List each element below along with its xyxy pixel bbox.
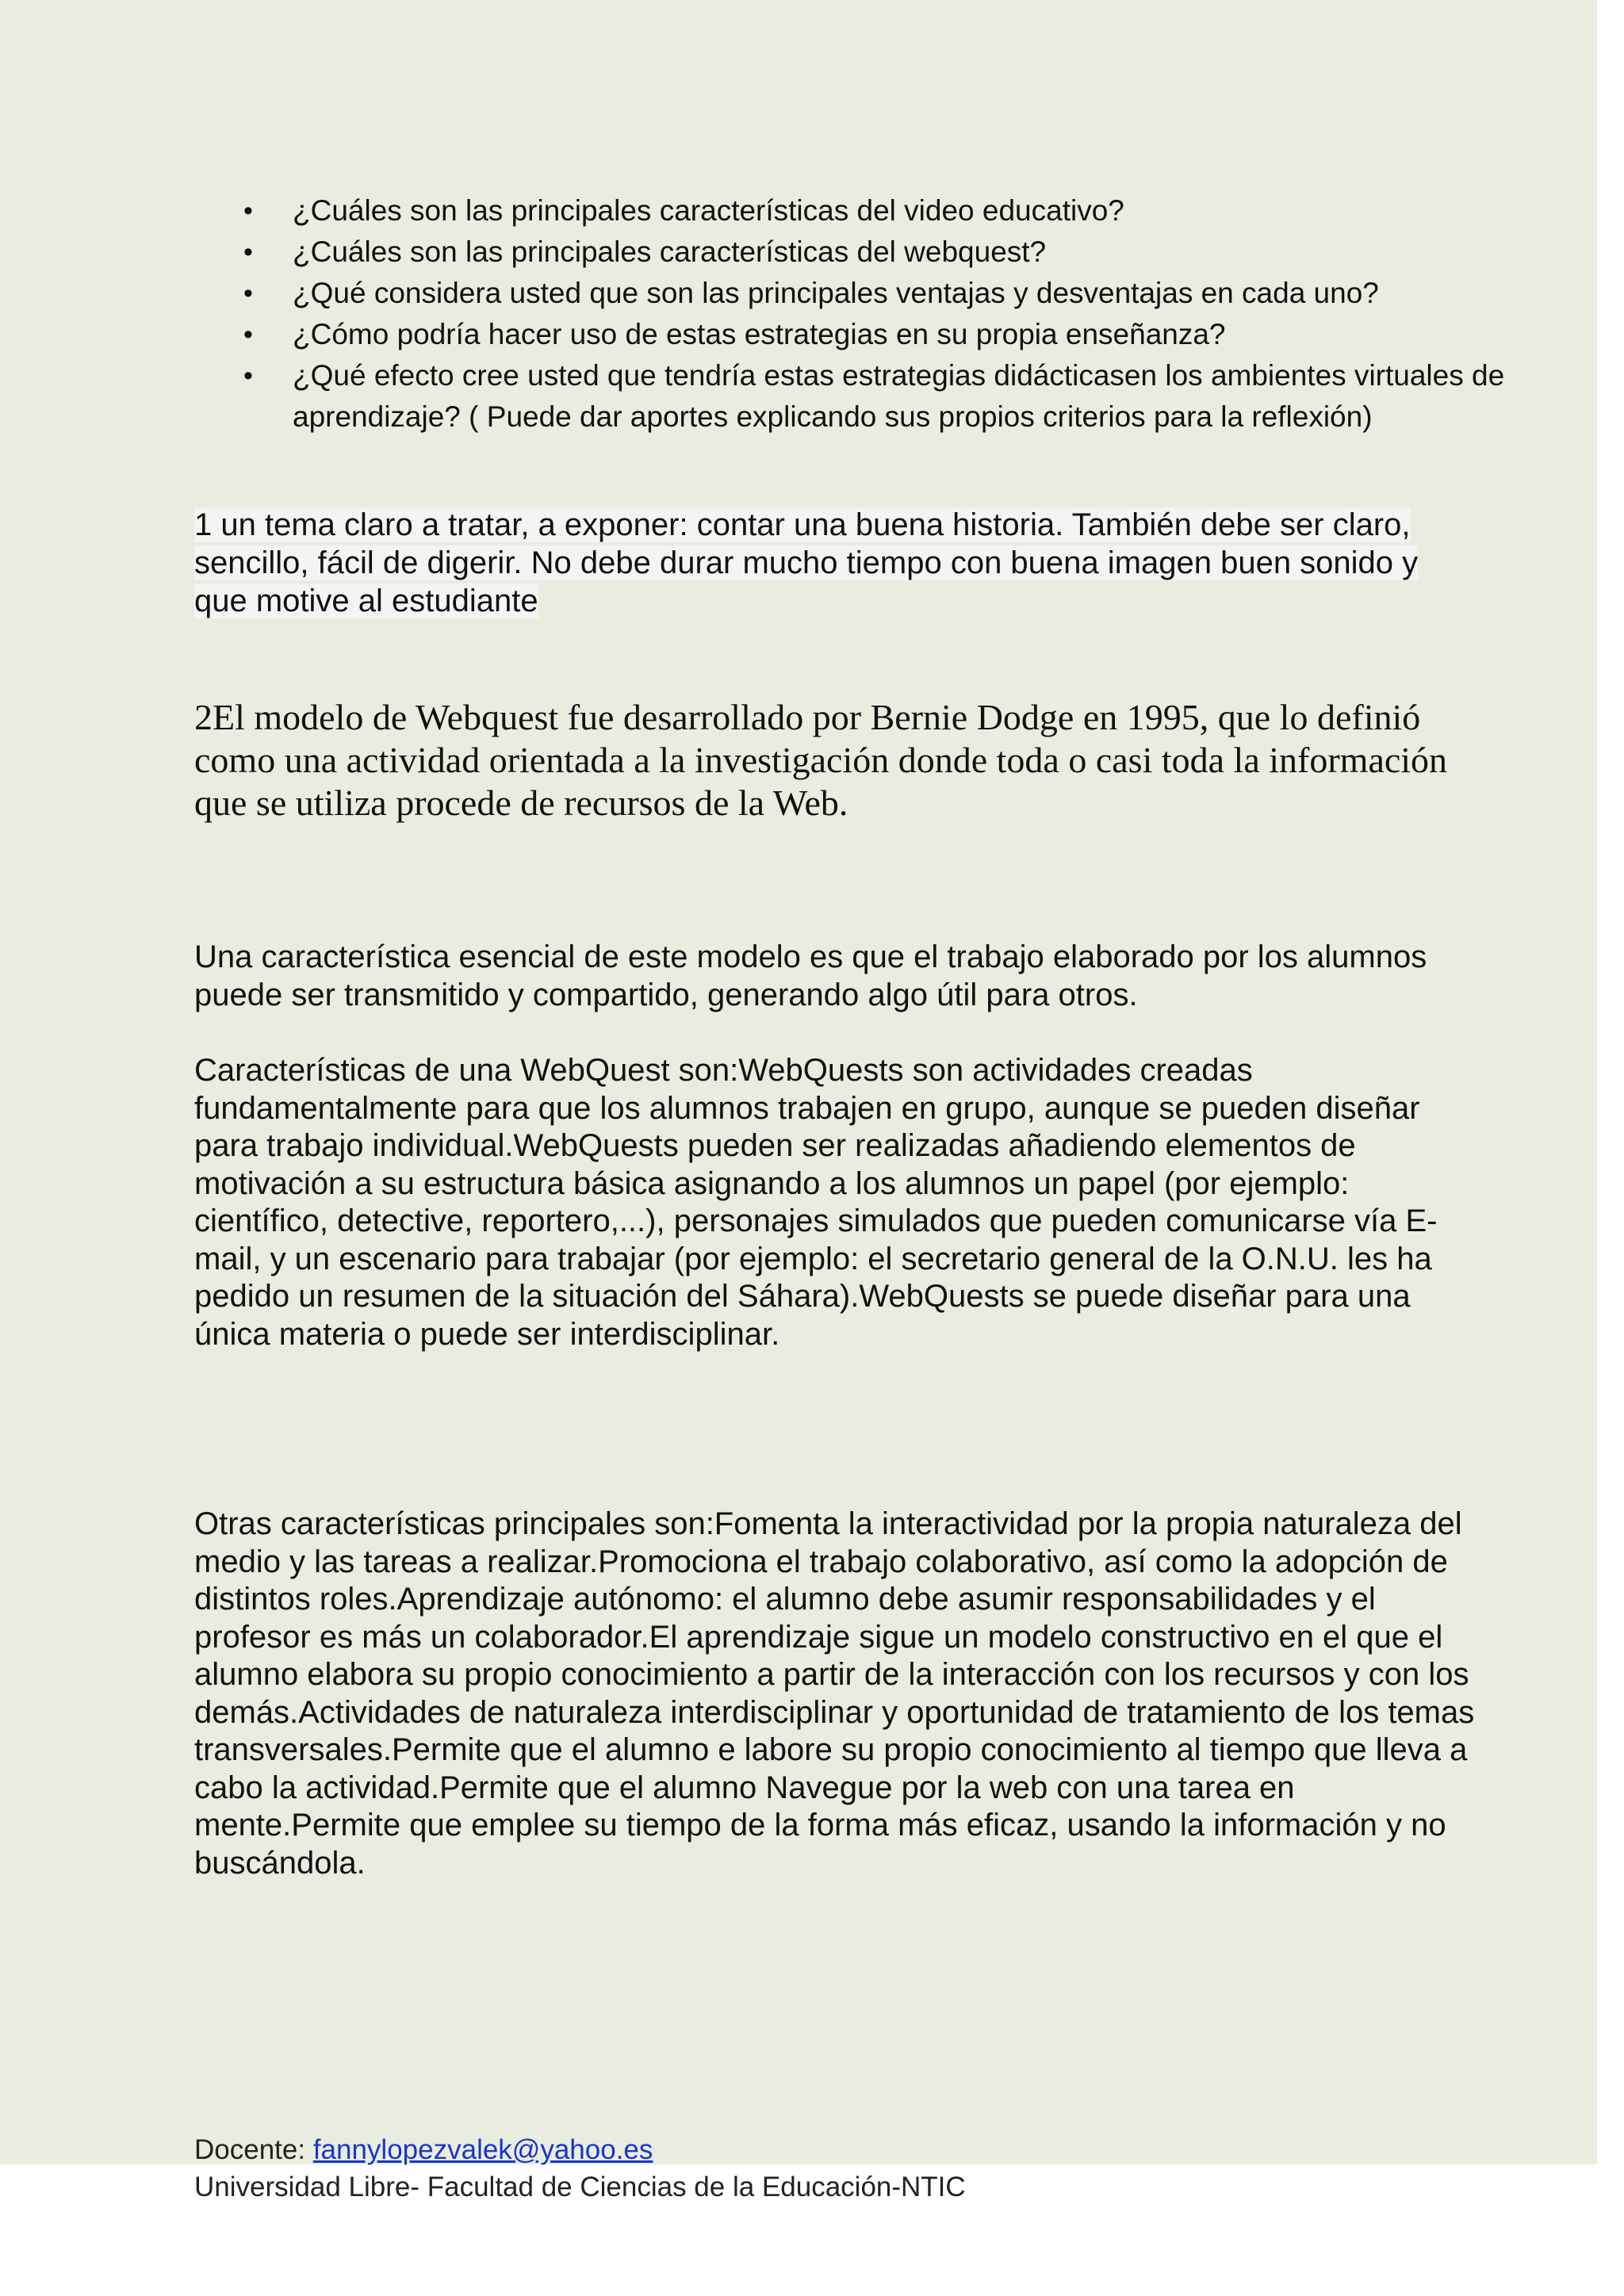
essential-feature-paragraph: Una característica esencial de este modelo es que el trabajo elaborado por los alumnos puede ser transmitido y compartido, generando algo útil para otros. — [194, 939, 1427, 1012]
answer-2-paragraph: 2El modelo de Webquest fue desarrollado por Bernie Dodge en 1995, que lo definió como una actividad orientada a la investigación donde toda o casi toda la información que se utiliza procede de recursos de la Web. — [194, 697, 1448, 823]
email-link[interactable]: fannylopezvalek@yahoo.es — [312, 2134, 653, 2165]
list-item: • ¿Cómo podría hacer uso de estas estrategias en su propia enseñanza? — [293, 314, 1577, 355]
page-footer — [194, 2131, 966, 2206]
question-list — [194, 190, 1577, 438]
other-characteristics-paragraph: Otras características principales son:Fomenta la interactividad por la propia naturaleza del medio y las tareas a realizar.Promociona el trabajo colaborativo, así como la adopción de distintos roles.Aprendizaje autónomo: el alumno debe asumir responsabilidades y el profesor es más un colaborador.El aprendizaje sigue un modelo constructivo en el que el alumno elabora su propio conocimiento a partir de la interacción con los recursos y con los demás.Actividades de naturaleza interdisciplinar y oportunidad de tratamiento de los temas transversales.Permite que el alumno e labore su propio conocimiento al tiempo que lleva a cabo la actividad.Permite que el alumno Navegue por la web con una tarea en mente.Permite que emplee su tiempo de la forma más eficaz, usando la información y no buscándola. — [194, 1506, 1475, 1881]
docente-label: Docente: — [194, 2134, 313, 2165]
list-item: • ¿Cuáles son las principales características del webquest? — [293, 232, 1577, 273]
list-item: • ¿Qué considera usted que son las principales ventajas y desventajas en cada uno? — [293, 273, 1577, 314]
university-line: Universidad Libre- Facultad de Ciencias de la Educación-NTIC — [194, 2172, 966, 2202]
docente-line — [194, 2131, 966, 2168]
list-item: • ¿Qué efecto cree usted que tendría estas estrategias didácticasen los ambientes virtuales de aprendizaje? ( Puede dar aportes explicando sus propios criterios para la reflexión) — [293, 355, 1577, 438]
answer-1-text: 1 un tema claro a tratar, a exponer: contar una buena historia. También debe ser claro, sencillo, fácil de digerir. No debe durar mucho tiempo con buena imagen buen sonido y que motive al estudiante — [194, 507, 1419, 618]
webquest-characteristics-paragraph: Características de una WebQuest son:WebQuests son actividades creadas fundamentalmente para que los alumnos trabajen en grupo, aunque se pueden diseñar para trabajo individual.WebQuests pueden ser realizadas añadiendo elementos de motivación a su estructura básica asignando a los alumnos un papel (por ejemplo: científico, detective, reportero,...), personajes simulados que pueden comunicarse vía E-mail, y un escenario para trabajar (por ejemplo: el secretario general de la O.N.U. les ha pedido un resumen de la situación del Sáhara).WebQuests se puede diseñar para una única materia o puede ser interdisciplinar. — [194, 1053, 1438, 1352]
answer-1-paragraph — [194, 506, 1479, 620]
list-item: • ¿Cuáles son las principales características del video educativo? — [293, 190, 1577, 232]
